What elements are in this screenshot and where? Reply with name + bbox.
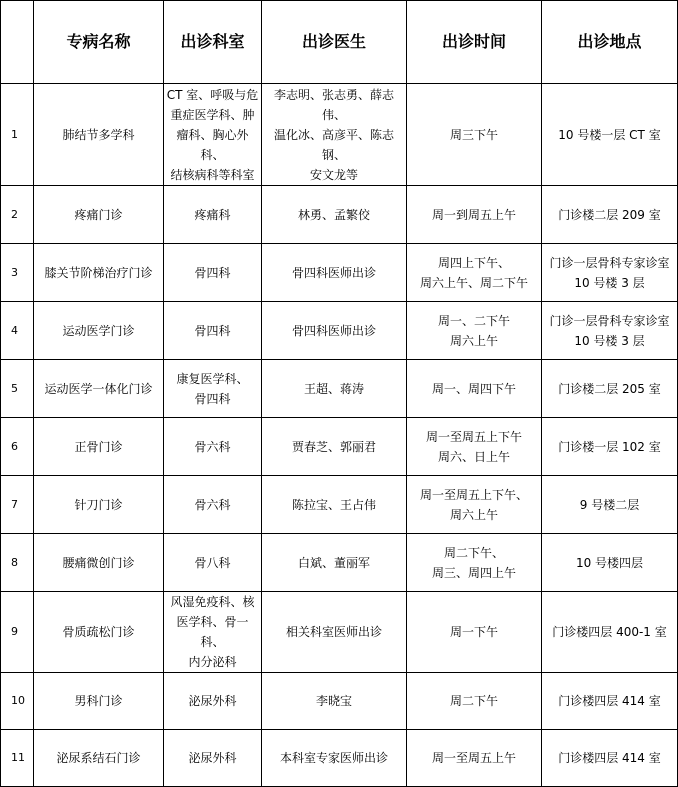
clinic-department: 骨六科 <box>164 476 262 534</box>
header-location: 出诊地点 <box>542 1 678 84</box>
clinic-time: 周三下午 <box>407 84 542 186</box>
table-row <box>1 534 678 592</box>
row-number: 6 <box>1 418 34 476</box>
clinic-doctor: 相关科室医师出诊 <box>262 592 407 673</box>
clinic-time: 周一、周四下午 <box>407 360 542 418</box>
clinic-location: 9 号楼二层 <box>542 476 678 534</box>
row-number: 8 <box>1 534 34 592</box>
clinic-time: 周一至周五上下午、 周六上午 <box>407 476 542 534</box>
clinic-department: 骨四科 <box>164 244 262 302</box>
clinic-location: 门诊楼二层 209 室 <box>542 186 678 244</box>
clinic-location: 门诊楼四层 400-1 室 <box>542 592 678 673</box>
table-row <box>1 360 678 418</box>
header-row <box>1 1 678 84</box>
clinic-doctor: 林勇、孟繁佼 <box>262 186 407 244</box>
clinic-time: 周一到周五上午 <box>407 186 542 244</box>
clinic-name: 膝关节阶梯治疗门诊 <box>34 244 164 302</box>
table-row <box>1 418 678 476</box>
clinic-location: 门诊楼四层 414 室 <box>542 673 678 730</box>
row-number: 9 <box>1 592 34 673</box>
row-number: 5 <box>1 360 34 418</box>
clinic-doctor: 骨四科医师出诊 <box>262 244 407 302</box>
header-department: 出诊科室 <box>164 1 262 84</box>
clinic-location: 门诊一层骨科专家诊室 10 号楼 3 层 <box>542 244 678 302</box>
clinic-department: 康复医学科、 骨四科 <box>164 360 262 418</box>
clinic-name: 泌尿系结石门诊 <box>34 730 164 787</box>
clinic-location: 门诊楼四层 414 室 <box>542 730 678 787</box>
clinic-location: 10 号楼四层 <box>542 534 678 592</box>
row-number: 3 <box>1 244 34 302</box>
table-row <box>1 186 678 244</box>
clinic-time: 周二下午、 周三、周四上午 <box>407 534 542 592</box>
clinic-location: 门诊楼一层 102 室 <box>542 418 678 476</box>
clinic-name: 针刀门诊 <box>34 476 164 534</box>
table-row <box>1 84 678 186</box>
clinic-doctor: 陈拉宝、王占伟 <box>262 476 407 534</box>
row-number: 11 <box>1 730 34 787</box>
clinic-department: CT 室、呼吸与危 重症医学科、肿 瘤科、胸心外科、 结核病科等科室 <box>164 84 262 186</box>
clinic-time: 周四上下午、 周六上午、周二下午 <box>407 244 542 302</box>
clinic-doctor: 李晓宝 <box>262 673 407 730</box>
clinic-doctor: 李志明、张志勇、薛志伟、 温化冰、高彦平、陈志钢、 安文龙等 <box>262 84 407 186</box>
clinic-name: 运动医学门诊 <box>34 302 164 360</box>
clinic-name: 运动医学一体化门诊 <box>34 360 164 418</box>
header-name: 专病名称 <box>34 1 164 84</box>
clinic-department: 疼痛科 <box>164 186 262 244</box>
row-number: 2 <box>1 186 34 244</box>
clinic-name: 正骨门诊 <box>34 418 164 476</box>
clinic-department: 骨八科 <box>164 534 262 592</box>
clinic-doctor: 骨四科医师出诊 <box>262 302 407 360</box>
clinic-department: 泌尿外科 <box>164 730 262 787</box>
clinic-doctor: 白斌、董丽军 <box>262 534 407 592</box>
clinic-department: 风湿免疫科、核 医学科、骨一科、 内分泌科 <box>164 592 262 673</box>
clinic-name: 肺结节多学科 <box>34 84 164 186</box>
clinic-location: 门诊楼二层 205 室 <box>542 360 678 418</box>
clinic-time: 周一、二下午 周六上午 <box>407 302 542 360</box>
clinic-doctor: 王超、蒋涛 <box>262 360 407 418</box>
clinic-time: 周一下午 <box>407 592 542 673</box>
clinic-time: 周二下午 <box>407 673 542 730</box>
clinic-department: 骨四科 <box>164 302 262 360</box>
clinic-location: 门诊一层骨科专家诊室 10 号楼 3 层 <box>542 302 678 360</box>
clinic-doctor: 贾春芝、郭丽君 <box>262 418 407 476</box>
table-row <box>1 592 678 673</box>
clinic-name: 男科门诊 <box>34 673 164 730</box>
clinic-time: 周一至周五上下午 周六、日上午 <box>407 418 542 476</box>
header-doctor: 出诊医生 <box>262 1 407 84</box>
clinic-name: 疼痛门诊 <box>34 186 164 244</box>
clinic-department: 泌尿外科 <box>164 673 262 730</box>
table-row <box>1 673 678 730</box>
row-number: 1 <box>1 84 34 186</box>
header-time: 出诊时间 <box>407 1 542 84</box>
table-row <box>1 302 678 360</box>
clinic-location: 10 号楼一层 CT 室 <box>542 84 678 186</box>
clinic-name: 骨质疏松门诊 <box>34 592 164 673</box>
table-row <box>1 244 678 302</box>
table-row <box>1 476 678 534</box>
row-number: 10 <box>1 673 34 730</box>
clinic-department: 骨六科 <box>164 418 262 476</box>
clinic-doctor: 本科室专家医师出诊 <box>262 730 407 787</box>
row-number: 4 <box>1 302 34 360</box>
clinic-name: 腰痛微创门诊 <box>34 534 164 592</box>
clinic-time: 周一至周五上午 <box>407 730 542 787</box>
header-index <box>1 1 34 84</box>
table-row <box>1 730 678 787</box>
row-number: 7 <box>1 476 34 534</box>
